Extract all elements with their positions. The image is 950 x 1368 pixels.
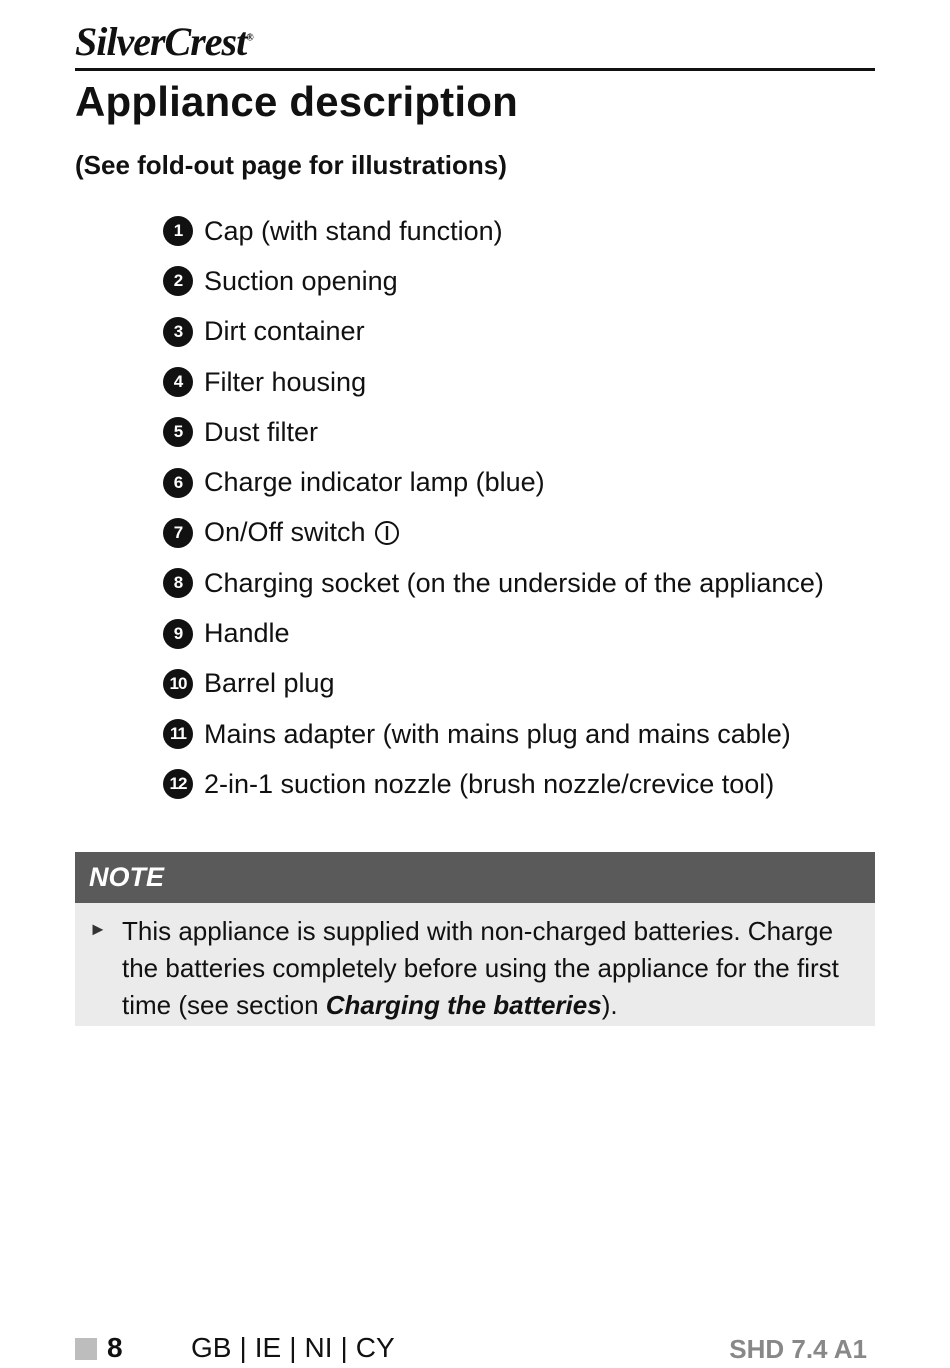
power-icon	[374, 520, 400, 546]
list-item	[163, 256, 824, 306]
page-footer	[75, 1332, 875, 1368]
page-number: 8	[107, 1332, 123, 1363]
item-number-badge: 9	[163, 619, 193, 649]
note-text-start: This appliance is supplied with non-charged batteries. Charge the batteries completely before using the appliance for the first time (see section	[122, 916, 839, 1020]
note-section-reference: Charging the batteries	[325, 990, 602, 1020]
item-number-badge: 7	[163, 518, 193, 548]
item-label: 2-in-1 suction nozzle (brush nozzle/crevice tool)	[204, 768, 775, 799]
item-number-badge: 1	[163, 216, 193, 246]
item-number-badge: 8	[163, 568, 193, 598]
list-item	[163, 508, 824, 558]
page-subtitle: (See fold-out page for illustrations)	[75, 150, 507, 180]
header-rule	[75, 68, 875, 71]
item-number-badge: 6	[163, 468, 193, 498]
language-code: IE	[254, 1332, 282, 1363]
note-text	[122, 913, 855, 1026]
list-item	[163, 558, 824, 608]
list-item	[163, 608, 824, 658]
page-title: Appliance description	[75, 78, 518, 125]
list-item	[163, 709, 824, 759]
list-item	[163, 759, 824, 809]
item-label: Charge indicator lamp (blue)	[204, 467, 545, 498]
item-number-badge: 4	[163, 367, 193, 397]
list-item	[163, 206, 824, 256]
model-number: SHD 7.4 A1	[729, 1334, 867, 1364]
item-label: Barrel plug	[204, 668, 335, 699]
item-label: Filter housing	[204, 366, 367, 397]
item-number-badge: 3	[163, 317, 193, 347]
item-label: Mains adapter (with mains plug and mains cable)	[204, 718, 791, 749]
parts-list	[163, 206, 824, 810]
item-number-badge: 12	[163, 769, 193, 799]
item-label: Dust filter	[204, 416, 319, 447]
item-label: Suction opening	[204, 265, 398, 296]
footer-square-marker	[75, 1338, 97, 1360]
list-item	[163, 307, 824, 357]
brand-name: SilverCrest	[75, 19, 247, 64]
note-body	[75, 903, 875, 1026]
language-code: NI	[304, 1332, 333, 1363]
registered-mark: ®	[246, 32, 253, 44]
list-item	[163, 407, 824, 457]
item-number-badge: 11	[163, 719, 193, 749]
item-number-badge: 2	[163, 266, 193, 296]
note-box	[75, 852, 875, 1026]
brand-logo	[75, 18, 253, 65]
item-label: Charging socket (on the underside of the appliance)	[204, 567, 824, 598]
note-text-end: ).	[601, 990, 618, 1020]
item-label: On/Off switch	[204, 517, 366, 548]
list-item	[163, 659, 824, 709]
item-label: Handle	[204, 618, 290, 649]
item-label: Cap (with stand function)	[204, 215, 503, 246]
language-code: CY	[355, 1332, 395, 1363]
arrow-bullet-icon: ►	[89, 919, 107, 939]
list-item	[163, 457, 824, 507]
item-label: Dirt container	[204, 316, 365, 347]
note-heading: NOTE	[75, 852, 875, 903]
item-number-badge: 5	[163, 417, 193, 447]
language-code: GB	[191, 1332, 232, 1363]
language-codes: GB | IE | NI | CY	[191, 1332, 395, 1363]
item-number-badge: 10	[163, 669, 193, 699]
list-item	[163, 357, 824, 407]
